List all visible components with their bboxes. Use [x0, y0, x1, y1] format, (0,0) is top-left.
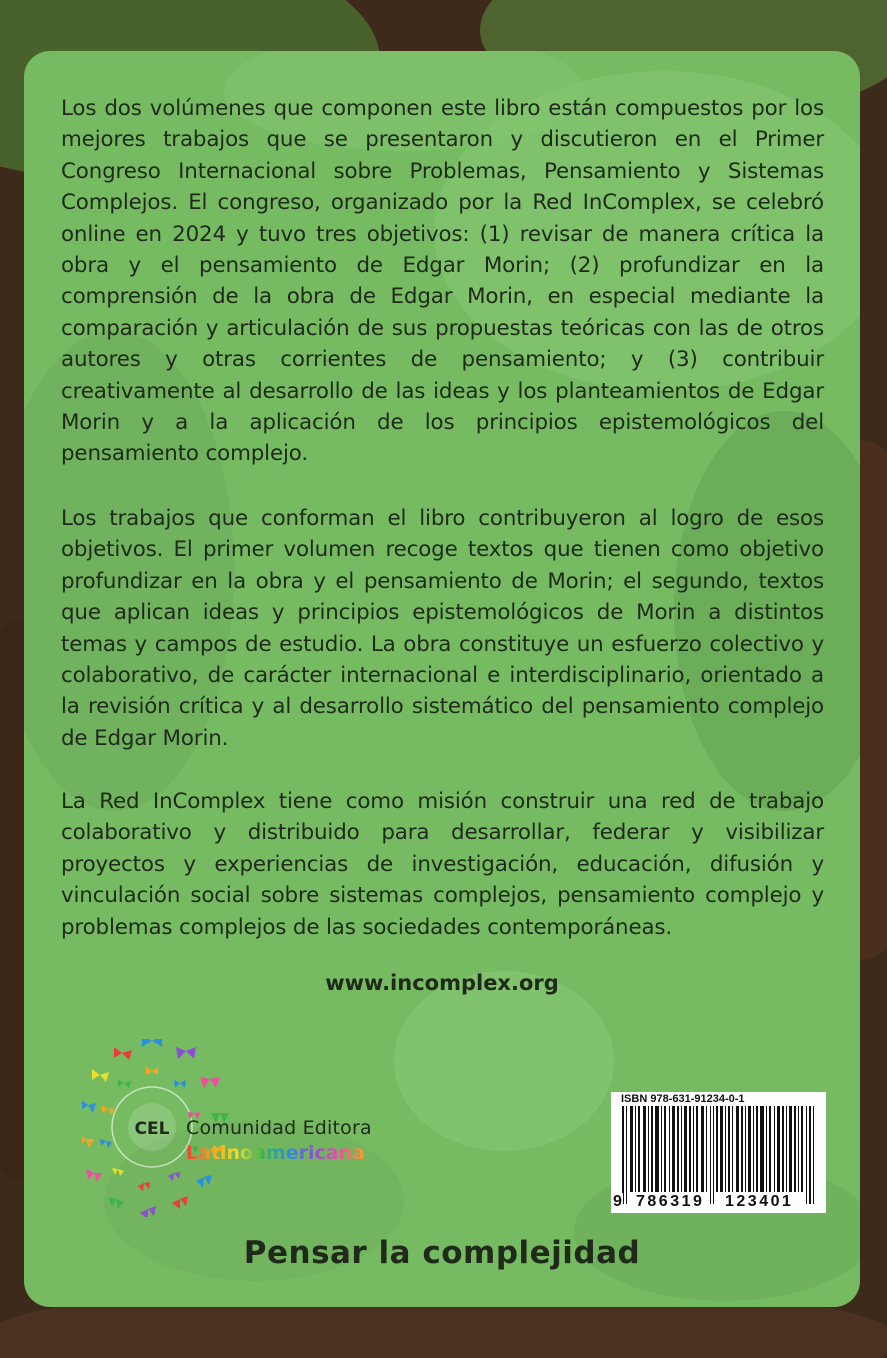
publisher-name: Comunidad Editora — [186, 1117, 372, 1139]
series-title: Pensar la complejidad — [243, 1235, 641, 1271]
isbn-barcode — [611, 1092, 826, 1213]
publisher-name-sub: Latinoamericana — [186, 1142, 365, 1164]
description-paragraph-2: Los trabajos que conforman el libro contribuyeron al logro de esos objetivos. El primer volumen recoge textos que tienen como objetivo profundizar en la obra y el pensamiento de Morin; el segundo, textos que aplican ideas y principios epistemológicos de Morin a distintos temas y campos de estudio. La obra constituye un esfuerzo colectivo y colaborativo, de carácter internacional e interdisciplinario, orientado a la revisión crítica y al desarrollo sistemático del pensamiento complejo de Edgar Morin. — [61, 506, 824, 751]
isbn-digits-group-1: 786319 — [636, 1193, 705, 1210]
text-panel — [24, 51, 860, 1307]
description-paragraph-1: Los dos volúmenes que componen este libro están compuestos por los mejores trabajos que se presentaron y discutieron en el Primer Congreso Internacional sobre Problemas, Pensamiento y Sistemas Complejos. El congreso, organizado por la Red InComplex, se celebró online en 2024 y tuvo tres objetivos: (1) revisar de manera crítica la obra y el pensamiento de Edgar Morin; (2) profundizar en la comprensión de la obra de Edgar Morin, en especial mediante la comparación y articulación de sus propuestas teóricas con las de otros autores y otras corrientes de pensamiento; y (3) contribuir creativamente al desarrollo de las ideas y los planteamientos de Edgar Morin y a la aplicación de los principios epistemológicos del pensamiento complejo. — [61, 96, 824, 467]
isbn-label: ISBN 978-631-91234-0-1 — [621, 1093, 745, 1105]
isbn-digit-first: 9 — [613, 1193, 622, 1210]
isbn-digits-group-2: 123401 — [725, 1193, 794, 1210]
website-link[interactable]: www.incomplex.org — [325, 971, 559, 995]
logo-badge-text: CEL — [134, 1119, 170, 1139]
description-paragraph-3: La Red InComplex tiene como misión construir una red de trabajo colaborativo y distribuido para desarrollar, federar y visibilizar proyectos y experiencias de investigación, educación, difusión y vinculación social sobre sistemas complejos, pensamiento complejo y problemas complejos de las sociedades contemporáneas. — [61, 789, 824, 940]
